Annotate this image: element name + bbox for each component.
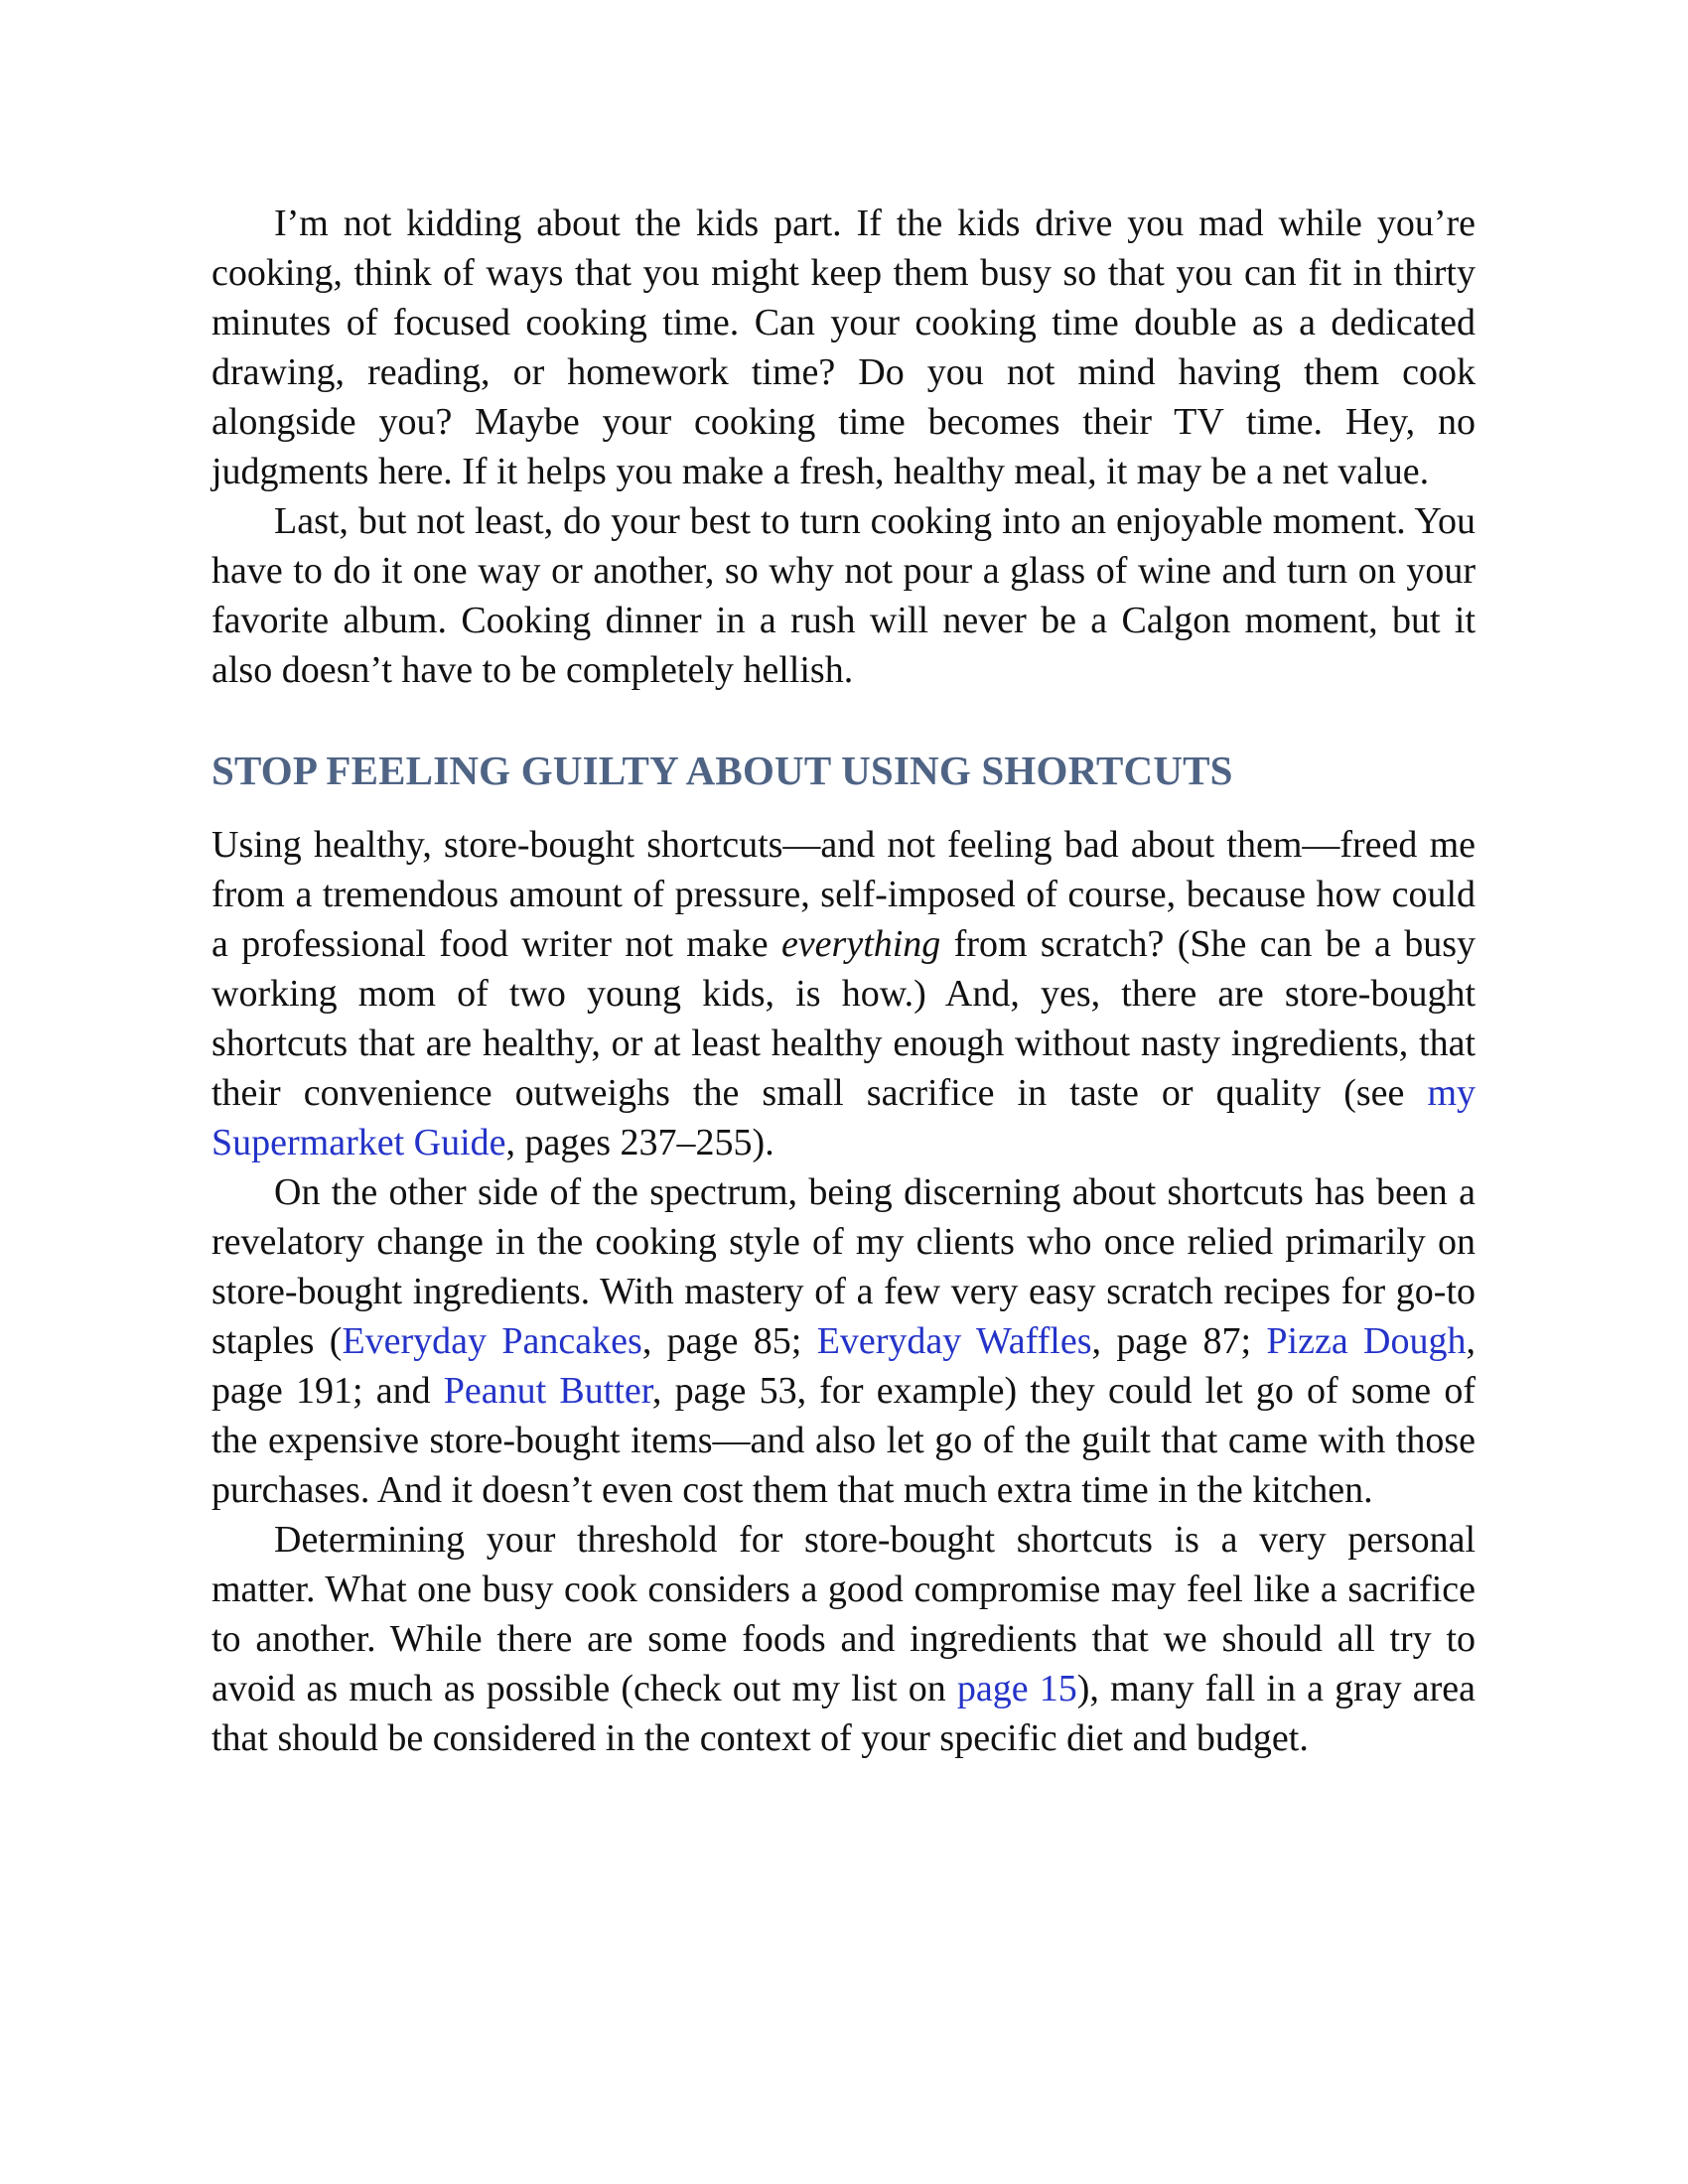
link-peanut-butter[interactable]: Peanut Butter xyxy=(443,1370,652,1412)
italic-emphasis: everything xyxy=(780,923,941,965)
paragraph-healthy-shortcuts xyxy=(211,820,1476,1167)
text-run: On the other side of the spectrum, being discerning about shortcuts has been a revelatory change in the cooking style of my clients who once relied primarily on store-bought ingredients. With mastery of a few very easy scratch recipes for go-to staples ( xyxy=(211,1171,1476,1362)
section-heading: STOP FEELING GUILTY ABOUT USING SHORTCUTS xyxy=(211,748,1233,793)
link-everyday-waffles[interactable]: Everyday Waffles xyxy=(816,1320,1092,1362)
text-run: Using healthy, store-bought shortcuts—and not feeling bad about them—freed me from a tremendous amount of pressure, self-imposed of course, because how could a professional food writer not make xyxy=(211,824,1476,965)
text-run: , pages 237–255). xyxy=(505,1122,774,1163)
link-pizza-dough[interactable]: Pizza Dough xyxy=(1266,1320,1467,1362)
link-page-15[interactable]: page 15 xyxy=(956,1668,1077,1709)
link-supermarket-guide[interactable]: my Supermarket Guide xyxy=(211,1072,1476,1163)
link-everyday-pancakes[interactable]: Everyday Pancakes xyxy=(342,1320,642,1362)
paragraph-kids: I’m not kidding about the kids part. If the kids drive you mad while you’re cooking, think of ways that you might keep them busy so that you can fit in thirty minutes of focused cooking time. Can your cooking time double as a dedicated drawing, reading, or homework time? Do you not mind having them cook alongside you? Maybe your cooking time becomes their TV time. Hey, no judgments here. If it helps you make a fresh, healthy meal, it may be a net value. xyxy=(211,203,1476,492)
text-run: ), many fall in a gray area that should be considered in the context of your specific diet and budget. xyxy=(211,1668,1477,1759)
paragraph-discerning-shortcuts xyxy=(211,1167,1476,1515)
paragraph-threshold xyxy=(211,1515,1476,1763)
text-run: Determining your threshold for store-bought shortcuts is a very personal matter. What one busy cook considers a good compromise may feel like a sacrifice to another. While there are some foods and ingredients that we should all try to avoid as much as possible (check out my list on xyxy=(211,1519,1476,1709)
book-page xyxy=(211,199,1476,1763)
text-run: from scratch? (She can be a busy working mom of two young kids, is how.) And, yes, there are store-bought shortcuts that are healthy, or at least healthy enough without nasty ingredients, that their convenience outweighs the small sacrifice in taste or quality (see xyxy=(211,923,1476,1114)
text-run: , page 85; xyxy=(641,1320,817,1362)
text-run: , page 191; and xyxy=(211,1320,1477,1412)
text-run: , page 53, for example) they could let go of some of the expensive store-bought items—and also let go of the guilt that came with those purchases. And it doesn’t even cost them that much extra time in the kitchen. xyxy=(211,1370,1477,1511)
text-run: , page 87; xyxy=(1091,1320,1267,1362)
paragraph-enjoyable-moment: Last, but not least, do your best to turn cooking into an enjoyable moment. You have to do it one way or another, so why not pour a glass of wine and turn on your favorite album. Cooking dinner in a rush will never be a Calgon moment, but it also doesn’t have to be completely hellish. xyxy=(211,500,1476,691)
